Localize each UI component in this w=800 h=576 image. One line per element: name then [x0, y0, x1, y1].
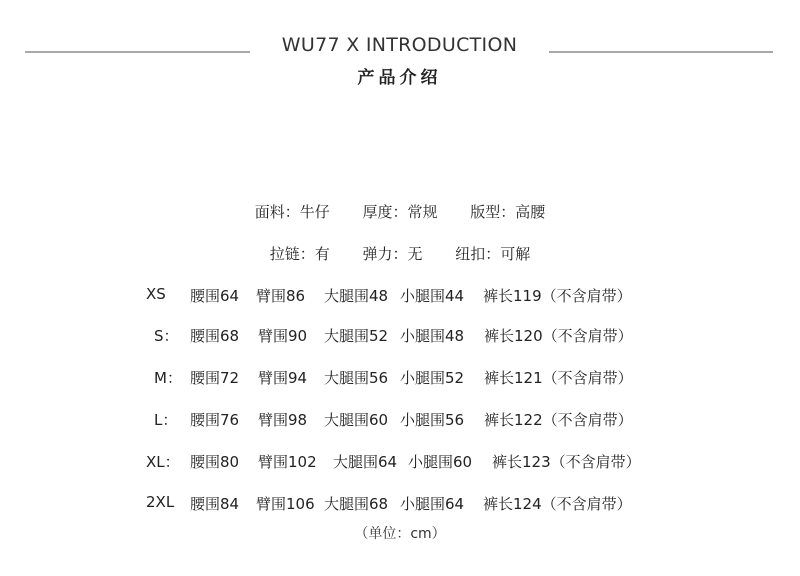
page-title: WU77 X INTRODUCTION [281, 34, 518, 56]
spec-line-1 [0, 201, 800, 222]
spec-zipper: 拉链：有 [269, 245, 330, 263]
size-label: XL： [146, 453, 180, 471]
length-value: 裤长122（不含肩带） [484, 411, 633, 429]
calf-value: 小腿围48 [400, 327, 465, 345]
divider-right [549, 51, 773, 53]
page-subtitle: 产品介绍 [357, 68, 442, 88]
size-label: S： [154, 327, 179, 345]
arm-value: 臂围106 [256, 495, 315, 513]
calf-value: 小腿围64 [400, 495, 465, 513]
spec-fit: 版型：高腰 [470, 203, 546, 221]
waist-value: 腰围68 [190, 327, 240, 345]
size-label: XS [146, 285, 166, 303]
calf-value: 小腿围52 [400, 369, 465, 387]
calf-value: 小腿围60 [408, 453, 473, 471]
spec-thickness: 厚度：常规 [362, 203, 438, 221]
arm-value: 臂围98 [258, 411, 308, 429]
length-value: 裤长124（不含肩带） [483, 495, 632, 513]
size-label: L： [154, 411, 178, 429]
thigh-value: 大腿围48 [324, 287, 389, 305]
thigh-value: 大腿围68 [324, 495, 389, 513]
size-label: M： [154, 369, 182, 387]
arm-value: 臂围86 [256, 287, 306, 305]
waist-value: 腰围72 [190, 369, 240, 387]
waist-value: 腰围76 [190, 411, 240, 429]
calf-value: 小腿围44 [400, 287, 465, 305]
waist-value: 腰围84 [190, 495, 240, 513]
waist-value: 腰围80 [190, 453, 240, 471]
arm-value: 臂围90 [258, 327, 308, 345]
thigh-value: 大腿围56 [324, 369, 389, 387]
size-label: 2XL [146, 493, 175, 511]
thigh-value: 大腿围64 [333, 453, 398, 471]
spec-button: 纽扣：可解 [455, 245, 531, 263]
spec-fabric: 面料：牛仔 [254, 203, 330, 221]
length-value: 裤长121（不含肩带） [484, 369, 633, 387]
unit-note: （单位：cm） [354, 526, 446, 542]
length-value: 裤长119（不含肩带） [483, 287, 632, 305]
divider-left [25, 51, 250, 53]
length-value: 裤长123（不含肩带） [492, 453, 641, 471]
spec-line-2 [0, 243, 800, 264]
length-value: 裤长120（不含肩带） [484, 327, 633, 345]
spec-elasticity: 弹力：无 [362, 245, 423, 263]
header [0, 0, 800, 100]
calf-value: 小腿围56 [400, 411, 465, 429]
arm-value: 臂围94 [258, 369, 308, 387]
waist-value: 腰围64 [190, 287, 240, 305]
thigh-value: 大腿围52 [324, 327, 389, 345]
thigh-value: 大腿围60 [324, 411, 389, 429]
arm-value: 臂围102 [258, 453, 317, 471]
